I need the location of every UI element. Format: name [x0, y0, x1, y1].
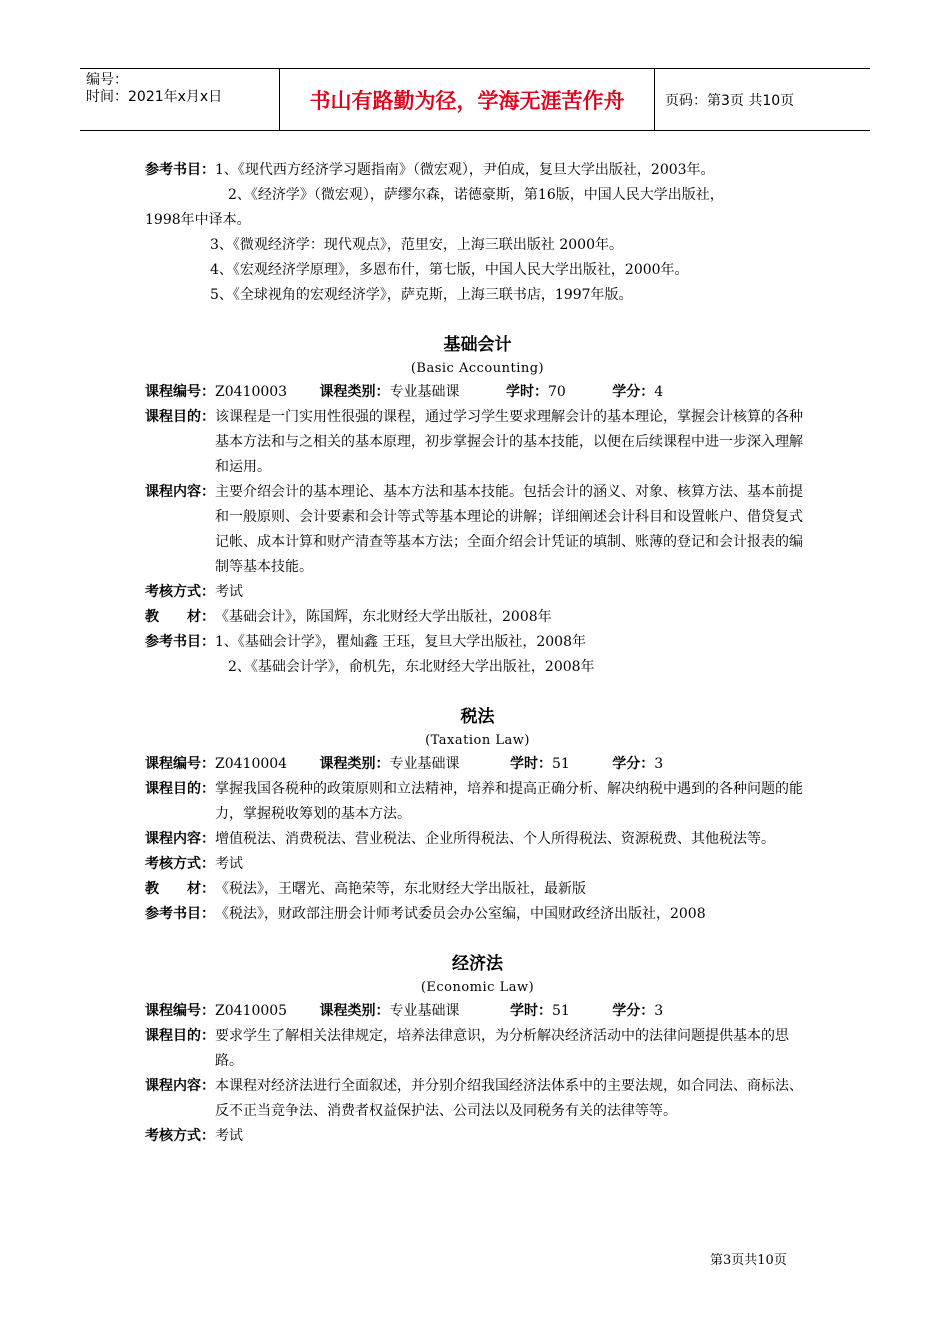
course-meta: 课程编号：Z0410005 课程类别：专业基础课 学时：51 学分：3 [145, 1003, 664, 1019]
doc-number-label: 编号： [86, 72, 128, 88]
course-title-en: (Economic Law) [420, 980, 535, 995]
document-body [145, 158, 810, 1149]
course-type: 专业基础课 [389, 384, 460, 400]
course-section [145, 332, 810, 680]
course-type: 专业基础课 [389, 1003, 460, 1019]
course-section [145, 704, 810, 927]
course-hours: 51 [551, 756, 570, 772]
doc-time: 时间：2021年x月x日 [86, 89, 223, 105]
course-meta: 课程编号：Z0410004 课程类别：专业基础课 学时：51 学分：3 [145, 756, 664, 772]
course-meta: 课程编号：Z0410003 课程类别：专业基础课 学时：70 学分：4 [145, 384, 664, 400]
course-purpose: 课程目的： 要求学生了解相关法律规定，培养法律意识，为分析解决经济活动中的法律问题提供基本的思路。 [145, 1028, 789, 1069]
ref-item: 3、《微观经济学：现代观点》，范里安，上海三联出版社 2000年。 [210, 237, 623, 253]
ref-item: 4、《宏观经济学原理》，多恩布什，第七版，中国人民大学出版社，2000年。 [210, 262, 689, 278]
course-exam: 考核方式： 考试 [145, 584, 243, 600]
course-title-en: (Taxation Law) [425, 733, 530, 748]
header-meta [80, 69, 280, 130]
course-exam: 考核方式： 考试 [145, 856, 243, 872]
refs-top [145, 158, 810, 308]
course-hours: 51 [551, 1003, 570, 1019]
ref-item: 1998年中译本。 [145, 212, 251, 228]
course-textbook: 教 材： 《基础会计》，陈国辉，东北财经大学出版社，2008年 [145, 609, 552, 625]
course-code: Z0410003 [215, 384, 288, 400]
course-section [145, 951, 810, 1149]
course-credit: 3 [654, 1003, 664, 1019]
course-title: 经济法 [452, 954, 503, 974]
course-textbook: 教 材： 《税法》，王曙光、高艳荣等，东北财经大学出版社，最新版 [145, 881, 586, 897]
course-title-en: (Basic Accounting) [410, 361, 545, 376]
refs-label: 参考书目： [145, 162, 215, 178]
ref-item: 5、《全球视角的宏观经济学》，萨克斯，上海三联书店，1997年版。 [210, 287, 633, 303]
course-content: 课程内容： 主要介绍会计的基本理论、基本方法和基本技能。包括会计的涵义、对象、核算方法、基本前提和一般原则、会计要素和会计等式等基本理论的讲解；详细阐述会计科目和设置帐户、借贷复式记帐、成本计算和财产清查等基本方法；全面介绍会计凭证的填制、账薄的登记和会计报表的编制等基本技能。 [145, 484, 803, 575]
header-motto: 书山有路勤为径，学海无涯苦作舟 [280, 69, 655, 130]
course-content: 课程内容： 本课程对经济法进行全面叙述，并分别介绍我国经济法体系中的主要法规，如合同法、商标法、反不正当竞争法、消费者权益保护法、公司法以及同税务有关的法律等等。 [145, 1078, 803, 1119]
course-hours: 70 [547, 384, 566, 400]
course-refs: 参考书目： 《税法》，财政部注册会计师考试委员会办公室编，中国财政经济出版社，2008 [145, 906, 706, 922]
course-purpose: 课程目的： 掌握我国各税种的政策原则和立法精神，培养和提高正确分析、解决纳税中遇到的各种问题的能力，掌握税收筹划的基本方法。 [145, 781, 803, 822]
course-ref-item: 2、《基础会计学》，俞机先，东北财经大学出版社，2008年 [228, 659, 595, 675]
page-footer: 第3页共10页 [710, 1253, 787, 1268]
course-exam: 考核方式： 考试 [145, 1128, 243, 1144]
page-header [80, 68, 870, 131]
course-title: 基础会计 [443, 335, 512, 355]
ref-item: 2、《经济学》（微宏观），萨缪尔森，诺德豪斯，第16版，中国人民大学出版社， [228, 187, 724, 203]
course-code: Z0410004 [215, 756, 288, 772]
header-page-info: 页码：第3页 共10页 [665, 92, 795, 109]
course-purpose: 课程目的： 该课程是一门实用性很强的课程，通过学习学生要求理解会计的基本理论，掌握会计核算的各种基本方法和与之相关的基本原理，初步掌握会计的基本技能，以便在后续课程中进一步深入理解和运用。 [145, 409, 803, 475]
course-type: 专业基础课 [389, 756, 460, 772]
course-credit: 3 [654, 756, 664, 772]
course-content: 课程内容： 增值税法、消费税法、营业税法、企业所得税法、个人所得税法、资源税费、其他税法等。 [145, 831, 775, 847]
ref-item: 1、《现代西方经济学习题指南》（微宏观），尹伯成，复旦大学出版社，2003年。 [215, 162, 715, 178]
course-code: Z0410005 [215, 1003, 288, 1019]
course-refs: 参考书目： 1、《基础会计学》，瞿灿鑫 王珏，复旦大学出版社，2008年 [145, 634, 586, 650]
course-title: 税法 [460, 707, 495, 727]
course-credit: 4 [654, 384, 664, 400]
